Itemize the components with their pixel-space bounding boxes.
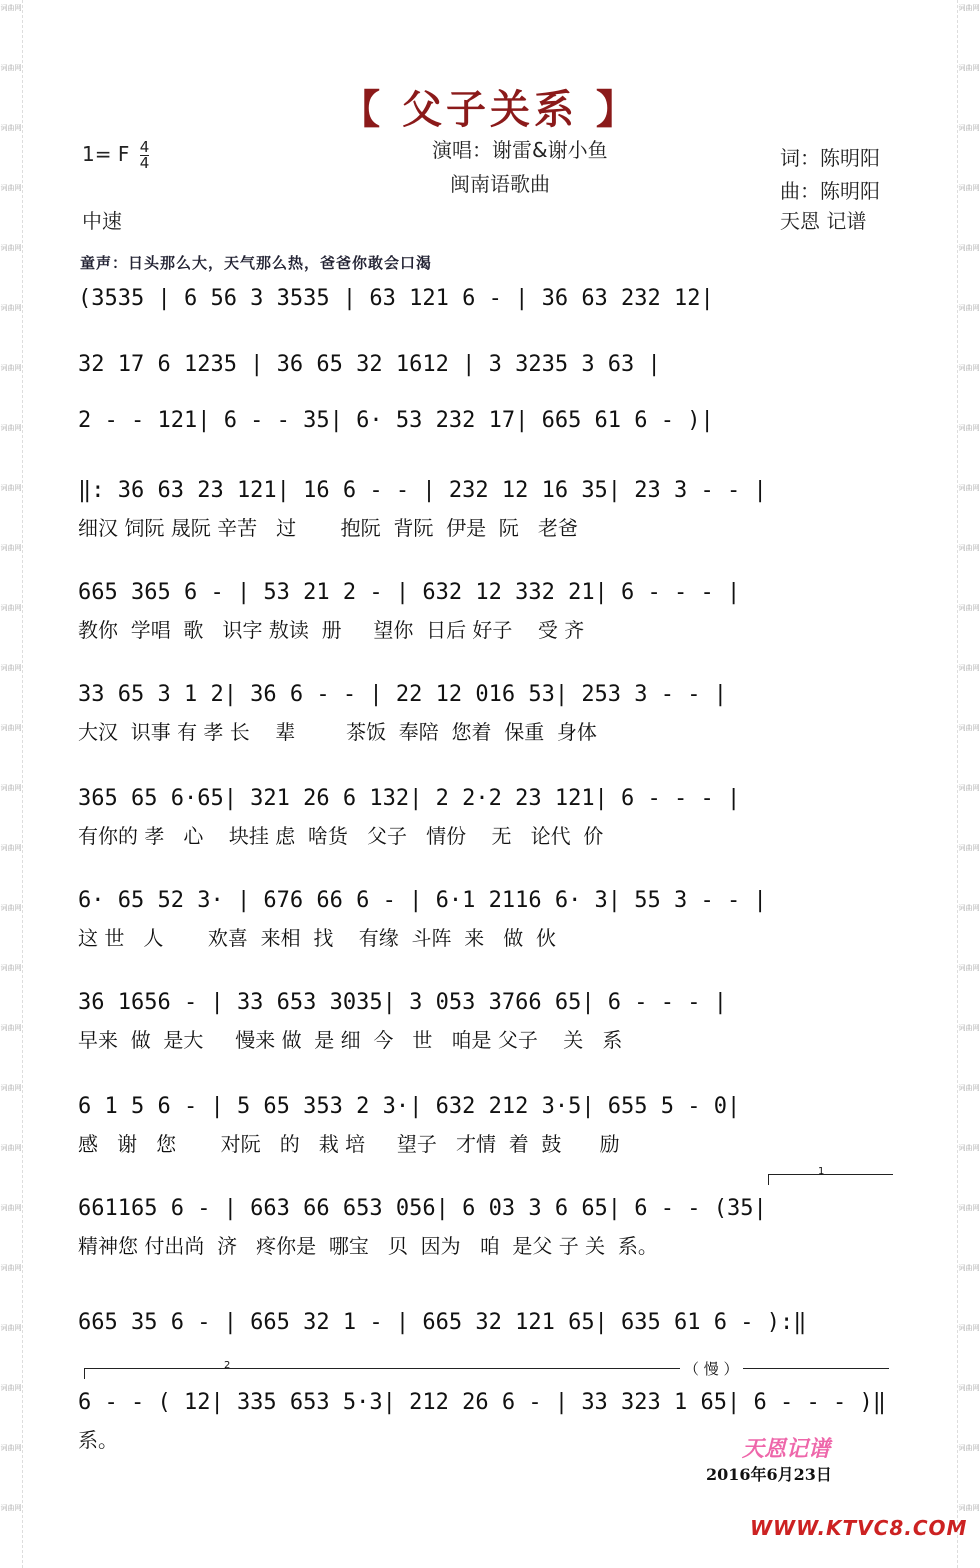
score-row-lyrics: 精神您 付出尚 济 疼你是 哪宝 贝 因为 咱 是父 子 关 系。 [78,1234,658,1258]
watermark-glyph: 词曲网 [958,664,980,672]
score-row-lyrics: 这 世 人 欢喜 来相 找 有缘 斗阵 来 做 伙 [78,926,557,950]
transcriber: 天恩 记谱 [780,209,867,233]
lyricist: 词：陈明阳 [780,146,880,170]
score-row-notes: 2 - - 121| 6 - - 35| 6· 53 232 17| 665 61 6 - )| [78,408,714,433]
watermark-glyph: 词曲网 [0,544,22,552]
score-row-notes: 661165 6 - | 663 66 653 056| 6 03 3 6 65| 6 - - (35| [78,1196,767,1221]
right-watermark-strip [957,0,980,1568]
watermark-glyph: 词曲网 [958,184,980,192]
score-row-notes: 365 65 6·65| 321 26 6 132| 2 2·2 23 121| 6 - - - | [78,786,741,811]
watermark-glyph: 词曲网 [958,1264,980,1272]
watermark-glyph: 词曲网 [0,784,22,792]
score-row-notes: 33 65 3 1 2| 36 6 - - | 22 12 016 53| 253 3 - - | [78,682,728,707]
song-title: 【 父子关系 】 [340,87,640,133]
watermark-glyph: 词曲网 [958,244,980,252]
watermark-glyph: 词曲网 [0,604,22,612]
singer: 演唱：谢雷&谢小鱼 [432,138,608,162]
score-row-lyrics: 早来 做 是大 慢来 做 是 细 今 世 咱是 父子 关 系 [78,1028,623,1052]
watermark-glyph: 词曲网 [958,484,980,492]
watermark-glyph: 词曲网 [0,484,22,492]
child-voice-line: 童声：日头那么大，天气那么热，爸爸你敢会口渴 [80,254,433,272]
watermark-glyph: 词曲网 [958,964,980,972]
watermark-glyph: 词曲网 [0,1504,22,1512]
score-row-lyrics: 大汉 识事 有 孝 长 辈 茶饭 奉陪 您着 保重 身体 [78,720,597,744]
watermark-glyph: 词曲网 [0,724,22,732]
score-row-lyrics: 感 谢 您 对阮 的 栽 培 望子 才情 着 鼓 励 [78,1132,620,1156]
score-row-notes: ‖: 36 63 23 121| 16 6 - - | 232 12 16 35| 23 3 - - | [78,478,767,503]
score-row-notes: 6 - - ( 12| 335 653 5·3| 212 26 6 - | 33 323 1 65| 6 - - - )‖ [78,1390,886,1415]
time-top: 4 [139,138,150,156]
composer: 曲：陈明阳 [780,179,880,203]
watermark-glyph: 词曲网 [0,844,22,852]
watermark-glyph: 词曲网 [958,364,980,372]
genre: 闽南语歌曲 [450,172,550,196]
watermark-glyph: 词曲网 [958,1324,980,1332]
key-text: 1= F [82,142,130,166]
watermark-glyph: 词曲网 [0,64,22,72]
watermark-glyph: 词曲网 [958,64,980,72]
volta-2-label: 2 [224,1360,231,1371]
watermark-glyph: 词曲网 [958,1024,980,1032]
watermark-glyph: 词曲网 [958,724,980,732]
watermark-glyph: 词曲网 [0,424,22,432]
watermark-glyph: 词曲网 [0,124,22,132]
watermark-glyph: 词曲网 [958,844,980,852]
watermark-glyph: 词曲网 [0,1204,22,1212]
watermark-glyph: 词曲网 [958,1084,980,1092]
watermark-glyph: 词曲网 [0,1444,22,1452]
watermark-glyph: 词曲网 [0,1384,22,1392]
watermark-glyph: 词曲网 [0,1264,22,1272]
volta-1-label: 1 [818,1166,825,1177]
watermark-glyph: 词曲网 [958,1204,980,1212]
watermark-glyph: 词曲网 [0,364,22,372]
watermark-glyph: 词曲网 [958,1444,980,1452]
watermark-glyph: 词曲网 [958,784,980,792]
volta-1-bracket [768,1174,893,1185]
watermark-glyph: 词曲网 [0,904,22,912]
watermark-glyph: 词曲网 [958,604,980,612]
watermark-glyph: 词曲网 [958,544,980,552]
volta-2-bracket [84,1368,889,1379]
slow-mark: （ 慢 ） [680,1358,743,1379]
watermark-glyph: 词曲网 [0,1024,22,1032]
watermark-glyph: 词曲网 [0,664,22,672]
watermark-glyph: 词曲网 [958,424,980,432]
score-row-lyrics: 细汉 饲阮 晟阮 辛苦 过 抱阮 背阮 伊是 阮 老爸 [78,516,578,540]
watermark-glyph: 词曲网 [0,184,22,192]
watermark-glyph: 词曲网 [958,124,980,132]
score-row-lyrics: 有你的 孝 心 块挂 虑 啥货 父子 情份 无 论代 价 [78,824,604,848]
watermark-glyph: 词曲网 [0,1144,22,1152]
watermark-glyph: 词曲网 [958,1504,980,1512]
score-row-lyrics: 教你 学唱 歌 识字 敖读 册 望你 日后 好子 受 齐 [78,618,585,642]
time-bottom: 4 [139,154,150,172]
score-row-notes: 32 17 6 1235 | 36 65 32 1612 | 3 3235 3 63 | [78,352,661,377]
score-row-notes: (3535 | 6 56 3 3535 | 63 121 6 - | 36 63 232 12| [78,286,714,311]
score-row-notes: 6· 65 52 3· | 676 66 6 - | 6·1 2116 6· 3| 55 3 - - | [78,888,767,913]
watermark-glyph: 词曲网 [958,1384,980,1392]
watermark-glyph: 词曲网 [958,1144,980,1152]
score-row-notes: 36 1656 - | 33 653 3035| 3 053 3766 65| 6 - - - | [78,990,728,1015]
date: 2016年6月23日 [706,1465,832,1484]
watermark-glyph: 词曲网 [958,904,980,912]
website-logo: WWW.KTVC8.COM [750,1516,968,1540]
watermark-glyph: 词曲网 [0,4,22,12]
watermark-glyph: 词曲网 [0,1084,22,1092]
score-row-notes: 665 365 6 - | 53 21 2 - | 632 12 332 21| 6 - - - | [78,580,741,605]
score-row-notes: 665 35 6 - | 665 32 1 - | 665 32 121 65| 635 61 6 - ):‖ [78,1310,807,1335]
signature-stamp: 天恩记谱 [741,1436,830,1462]
watermark-glyph: 词曲网 [958,304,980,312]
watermark-glyph: 词曲网 [0,1324,22,1332]
score-row-notes: 6 1 5 6 - | 5 65 353 2 3·| 632 212 3·5| 655 5 - 0| [78,1094,741,1119]
key-signature [82,140,149,171]
watermark-glyph: 词曲网 [958,4,980,12]
score-row-lyrics: 系。 [78,1428,118,1452]
tempo: 中速 [82,209,122,233]
watermark-glyph: 词曲网 [0,304,22,312]
watermark-glyph: 词曲网 [0,964,22,972]
left-watermark-strip [0,0,23,1568]
watermark-glyph: 词曲网 [0,244,22,252]
